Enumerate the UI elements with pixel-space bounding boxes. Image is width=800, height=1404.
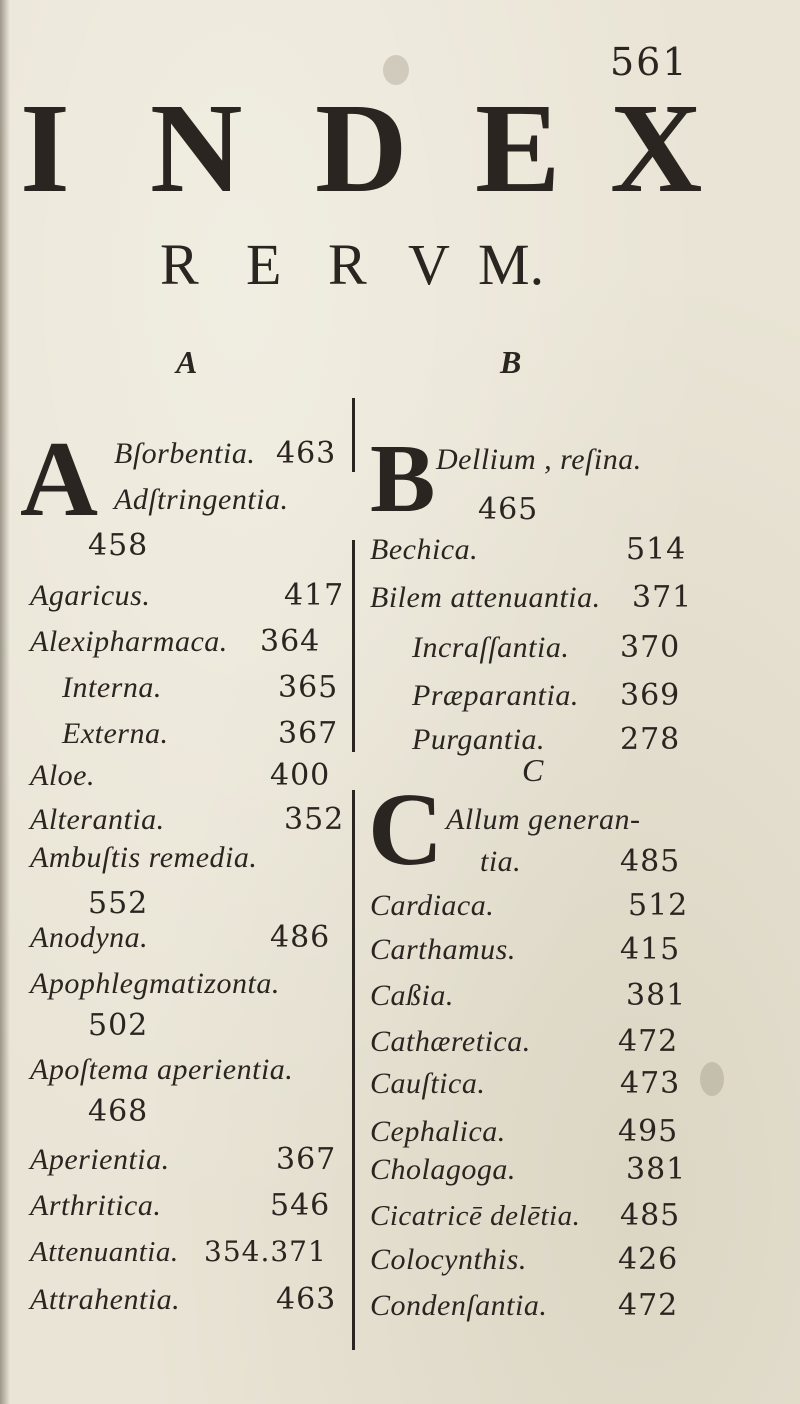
entry-term: Præparantia. <box>412 679 579 712</box>
title-letter: I <box>20 77 70 219</box>
subtitle-letter: E <box>246 232 282 297</box>
index-entry <box>356 838 796 886</box>
entry-term: Colocynthis. <box>370 1243 527 1276</box>
entry-term: Cholagoga. <box>370 1153 516 1186</box>
entry-page: 370 <box>620 630 681 665</box>
entry-page: 367 <box>276 1142 337 1177</box>
index-entry <box>0 1228 352 1276</box>
entry-page: 463 <box>276 1282 337 1317</box>
subtitle-letter: R <box>328 232 367 297</box>
entry-page: 369 <box>620 678 681 713</box>
index-entry <box>356 1018 796 1066</box>
entry-page: 352 <box>284 802 345 837</box>
index-entry <box>356 1236 796 1284</box>
index-entry <box>0 430 352 478</box>
entry-page: 472 <box>618 1024 679 1059</box>
index-entry <box>356 574 796 622</box>
entry-term: Aloe. <box>30 759 95 792</box>
index-entry <box>0 1088 352 1136</box>
drop-cap-b: B <box>370 425 436 533</box>
entry-page: 485 <box>620 1198 681 1233</box>
entry-term: Dellium , reſina. <box>436 443 642 476</box>
entry-page: 458 <box>88 528 149 563</box>
index-entry <box>0 1046 352 1094</box>
entry-term: Cardiaca. <box>370 889 495 922</box>
entry-term: Anodyna. <box>30 921 149 954</box>
index-entry <box>356 716 796 764</box>
entry-term: Alterantia. <box>30 803 165 836</box>
index-entry <box>356 882 796 930</box>
entry-term: Apophlegmatizonta. <box>30 967 280 1000</box>
entry-term: Cauſtica. <box>370 1067 486 1100</box>
title-letter: X <box>610 77 703 219</box>
index-title <box>20 77 703 219</box>
entry-page: 472 <box>618 1288 679 1323</box>
index-entry <box>0 618 352 666</box>
entry-page: 417 <box>284 578 345 613</box>
index-entry <box>356 526 796 574</box>
entry-term: Bilem attenuantia. <box>370 581 601 614</box>
entry-term: Alexipharmaca. <box>30 625 228 658</box>
entry-term: Attrahentia. <box>30 1283 181 1316</box>
entry-term: Incraſſantia. <box>412 631 570 664</box>
entry-page: 546 <box>270 1188 331 1223</box>
entry-page: 512 <box>628 888 689 923</box>
entry-page: 473 <box>620 1066 681 1101</box>
entry-page: 371 <box>632 580 693 615</box>
column-divider <box>352 790 355 1350</box>
index-entry <box>356 624 796 672</box>
index-entry <box>356 672 796 720</box>
index-entry <box>0 1002 352 1050</box>
entry-term: Aperientia. <box>30 1143 170 1176</box>
entry-term: tia. <box>480 845 522 878</box>
drop-cap-c: C <box>368 772 444 887</box>
entry-term: Condenſantia. <box>370 1289 548 1322</box>
index-entry <box>356 436 796 484</box>
entry-page: 465 <box>478 492 539 527</box>
index-entry <box>0 1136 352 1184</box>
entry-term: Caßia. <box>370 979 454 1012</box>
index-entry <box>356 1282 796 1330</box>
subtitle-letter: V <box>408 232 450 297</box>
index-entry <box>356 972 796 1020</box>
index-entry <box>0 664 352 712</box>
entry-page: 502 <box>88 1008 149 1043</box>
index-entry <box>356 1060 796 1108</box>
section-letter-c: C <box>522 752 544 788</box>
entry-term: Arthritica. <box>30 1189 162 1222</box>
entry-term: Externa. <box>62 717 169 750</box>
entry-page: 486 <box>270 920 331 955</box>
column-divider <box>352 398 355 472</box>
entry-page: 468 <box>88 1094 149 1129</box>
index-entry <box>0 834 352 882</box>
index-entry <box>0 914 352 962</box>
entry-term: Bechica. <box>370 533 479 566</box>
index-entry <box>0 710 352 758</box>
entry-page: 354.371 <box>204 1235 327 1268</box>
index-subtitle <box>160 230 580 300</box>
title-letter: E <box>475 77 561 219</box>
index-entry <box>0 752 352 800</box>
entry-term: Bſorbentia. <box>114 437 256 470</box>
entry-term: Cathæretica. <box>370 1025 531 1058</box>
entry-term: Cephalica. <box>370 1115 506 1148</box>
column-heading-left: A <box>176 344 198 380</box>
entry-page: 485 <box>620 844 681 879</box>
column-heading-right: B <box>500 344 522 380</box>
entry-page: 365 <box>278 670 339 705</box>
index-entry <box>356 1192 796 1240</box>
entry-term: Carthamus. <box>370 933 516 966</box>
index-entry <box>356 926 796 974</box>
index-entry <box>0 1182 352 1230</box>
entry-page: 364 <box>260 624 321 659</box>
entry-term: Cicatricē delētia. <box>370 1200 581 1232</box>
index-entry <box>0 522 352 570</box>
index-entry <box>356 796 796 844</box>
entry-page: 495 <box>618 1114 679 1149</box>
entry-page: 381 <box>626 978 687 1013</box>
entry-page: 426 <box>618 1242 679 1277</box>
subtitle-letter: R <box>160 232 199 297</box>
entry-page: 514 <box>626 532 687 567</box>
index-entry <box>0 476 352 524</box>
index-entry <box>0 960 352 1008</box>
index-entry <box>0 1276 352 1324</box>
entry-term: Purgantia. <box>412 723 546 756</box>
entry-term: Apoſtema aperientia. <box>30 1053 294 1086</box>
entry-page: 367 <box>278 716 339 751</box>
entry-term: Agaricus. <box>30 579 151 612</box>
index-entry <box>356 1146 796 1194</box>
page-number: 561 <box>610 40 689 84</box>
title-letter: D <box>315 77 408 219</box>
entry-term: Interna. <box>62 671 162 704</box>
column-divider <box>352 540 355 752</box>
entry-page: 400 <box>270 758 331 793</box>
entry-term: Attenuantia. <box>30 1236 179 1268</box>
entry-page: 552 <box>88 886 149 921</box>
entry-term: Allum generan- <box>446 803 641 836</box>
entry-page: 463 <box>276 436 337 471</box>
entry-term: Adſtringentia. <box>114 483 289 516</box>
entry-page: 381 <box>626 1152 687 1187</box>
subtitle-letter: M. <box>478 232 545 297</box>
title-letter: N <box>150 77 243 219</box>
drop-cap-a: A <box>20 420 98 539</box>
entry-page: 415 <box>620 932 681 967</box>
entry-page: 278 <box>620 722 681 757</box>
entry-term: Ambuſtis remedia. <box>30 841 258 874</box>
index-entry <box>0 572 352 620</box>
